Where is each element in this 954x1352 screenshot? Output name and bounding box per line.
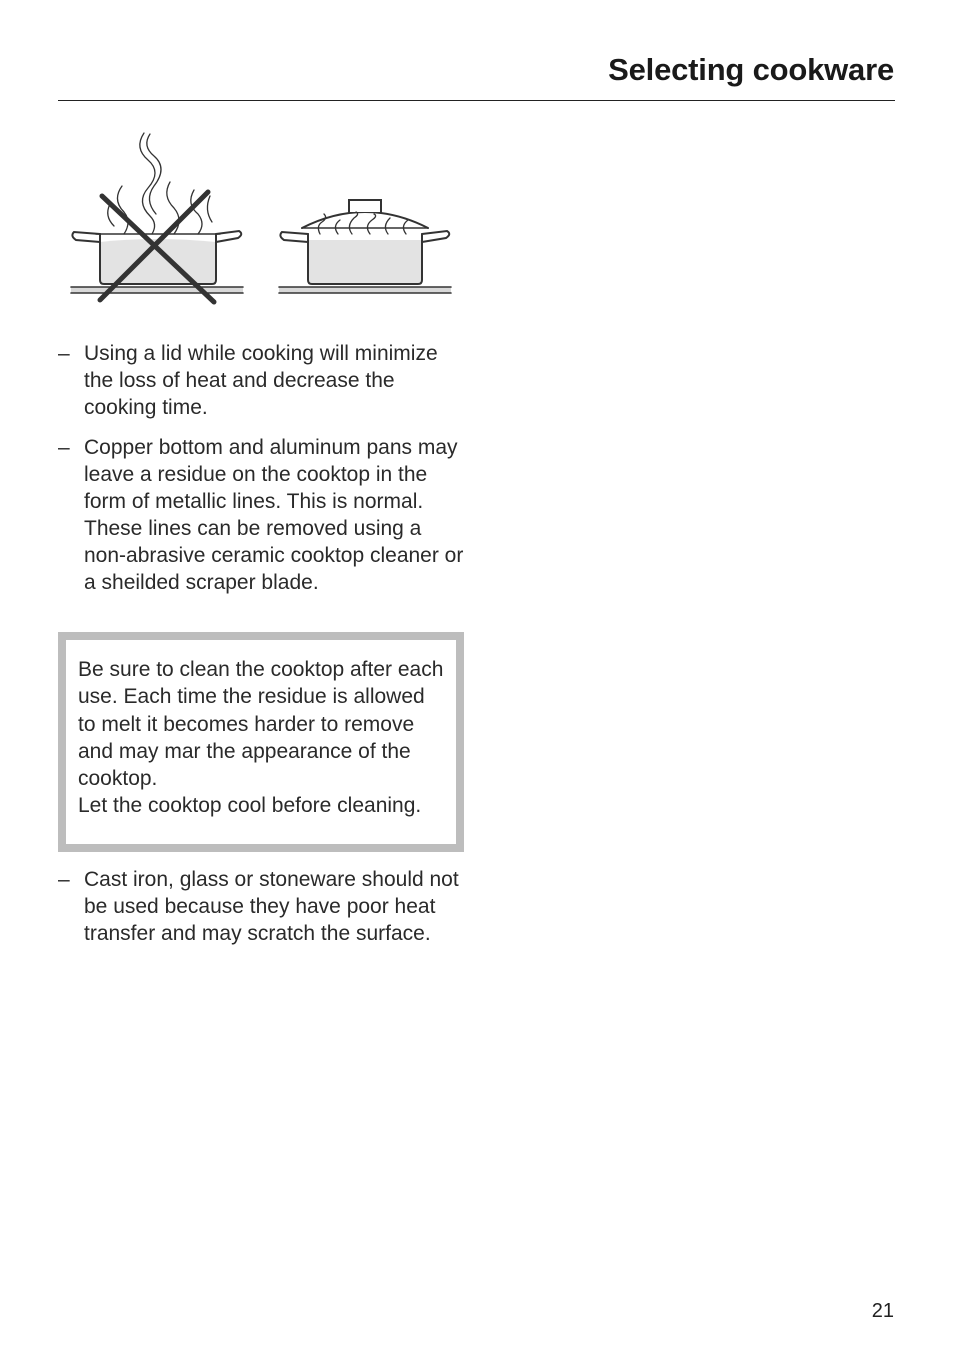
pot-without-lid-crossed-out-icon: [71, 133, 243, 302]
pot-with-lid-icon: [279, 200, 451, 293]
note-text-cool: Let the cooktop cool before cleaning.: [78, 794, 422, 818]
bullet-copper: [58, 434, 468, 596]
dash-marker: –: [58, 342, 70, 365]
bullet-lid: [58, 340, 468, 421]
list-item: [58, 866, 468, 947]
list-item-text: Using a lid while cooking will minimize the loss of heat and decrease the cooking time.: [84, 342, 438, 419]
list-item-text: Cast iron, glass or stoneware should not be used because they have poor heat transfer and may scratch the surface.: [84, 868, 459, 945]
page-number: 21: [871, 1300, 894, 1322]
title-divider: [58, 100, 895, 101]
list-item: [58, 434, 468, 596]
page-title: Selecting cookware: [608, 52, 894, 87]
cleaning-note-box: [58, 632, 464, 852]
bullet-cast-iron: [58, 866, 468, 947]
dash-marker: –: [58, 436, 70, 459]
list-item: [58, 340, 468, 421]
dash-marker: –: [58, 868, 70, 891]
cookware-illustration: [66, 130, 456, 310]
note-text: Be sure to clean the cooktop after each use. Each time the residue is allowed to melt it becomes harder to remove and may mar the appearance of the cooktop.: [78, 658, 444, 791]
list-item-text: Copper bottom and aluminum pans may leave a residue on the cooktop in the form of metallic lines. This is normal. These lines can be removed using a non-abrasive ceramic cooktop cleaner or a sheilded scraper blade.: [84, 436, 464, 594]
